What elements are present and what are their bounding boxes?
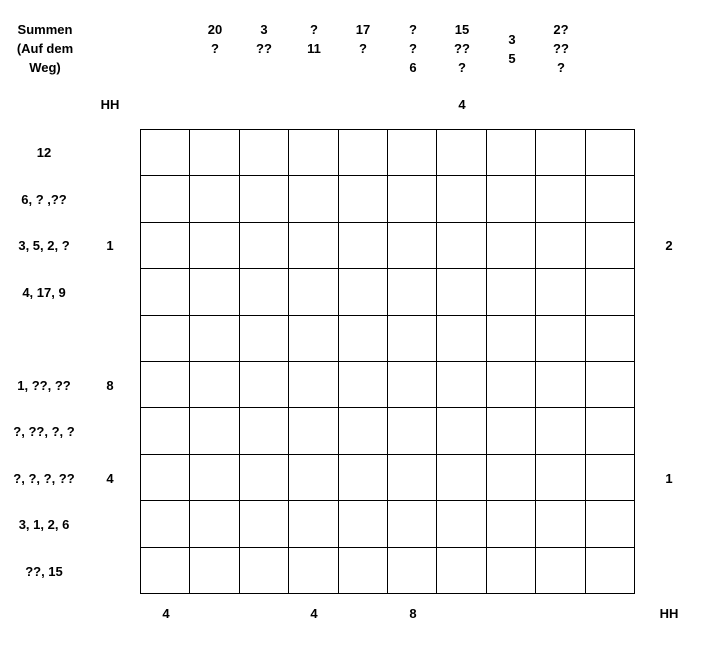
grid-cell[interactable] xyxy=(487,408,536,454)
grid-cell[interactable] xyxy=(487,176,536,222)
grid-cell[interactable] xyxy=(536,362,585,408)
row-clue-5 xyxy=(4,329,84,349)
column-clue-1 xyxy=(195,20,235,58)
sums-header-line-1: Summen xyxy=(17,22,73,37)
grid-cell[interactable] xyxy=(388,176,437,222)
grid-cell[interactable] xyxy=(586,176,635,222)
grid-cell[interactable] xyxy=(289,408,338,454)
column-clue-value: 5 xyxy=(508,51,516,66)
column-clue-3 xyxy=(294,20,334,58)
puzzle-grid xyxy=(140,129,635,594)
grid-cell[interactable] xyxy=(388,408,437,454)
grid-cell[interactable] xyxy=(289,548,338,594)
column-clue-value: 11 xyxy=(307,41,321,56)
column-clue-value: 3 xyxy=(260,22,268,37)
sums-header-line-2: (Auf dem xyxy=(16,41,74,56)
marker-left-row-3: 1 xyxy=(106,238,114,253)
grid-cell[interactable] xyxy=(388,130,437,176)
grid-cell[interactable] xyxy=(437,130,486,176)
grid-cell[interactable] xyxy=(586,130,635,176)
grid-cell[interactable] xyxy=(141,548,190,594)
grid-cell[interactable] xyxy=(586,501,635,547)
grid-cell[interactable] xyxy=(388,501,437,547)
column-clue-2 xyxy=(244,20,284,58)
grid-cell[interactable] xyxy=(388,455,437,501)
column-clue-value: ? xyxy=(359,41,367,56)
grid-cell[interactable] xyxy=(190,176,239,222)
grid-cell[interactable] xyxy=(487,501,536,547)
grid-cell[interactable] xyxy=(536,176,585,222)
grid-cell[interactable] xyxy=(190,269,239,315)
grid-cell[interactable] xyxy=(289,362,338,408)
grid-cell[interactable] xyxy=(190,548,239,594)
column-clue-8 xyxy=(541,20,581,77)
row-clue-6: 1, ??, ?? xyxy=(17,378,71,393)
grid-cell[interactable] xyxy=(339,501,388,547)
grid-cell[interactable] xyxy=(240,455,289,501)
grid-cell[interactable] xyxy=(487,316,536,362)
column-clue-value: ?? xyxy=(454,41,470,56)
grid-cell[interactable] xyxy=(190,362,239,408)
grid-cell[interactable] xyxy=(388,362,437,408)
marker-bottom-col-4: 4 xyxy=(310,606,318,621)
grid-cell[interactable] xyxy=(289,455,338,501)
column-clue-value: ?? xyxy=(553,41,569,56)
grid-cell[interactable] xyxy=(339,223,388,269)
grid-cell[interactable] xyxy=(586,548,635,594)
column-clue-value: 17 xyxy=(355,22,371,37)
column-clue-value: ? xyxy=(409,41,417,56)
grid-cell[interactable] xyxy=(536,408,585,454)
grid-cell[interactable] xyxy=(141,501,190,547)
grid-cell[interactable] xyxy=(240,548,289,594)
grid-cell[interactable] xyxy=(487,130,536,176)
column-clue-value: ? xyxy=(211,41,219,56)
grid-cell[interactable] xyxy=(388,548,437,594)
grid-cell[interactable] xyxy=(240,501,289,547)
grid-cell[interactable] xyxy=(190,501,239,547)
grid-cell[interactable] xyxy=(536,269,585,315)
grid-cell[interactable] xyxy=(586,362,635,408)
column-clue-value: ? xyxy=(310,22,318,37)
grid-cell[interactable] xyxy=(240,316,289,362)
grid-cell[interactable] xyxy=(190,455,239,501)
grid-cell[interactable] xyxy=(141,455,190,501)
grid-cell[interactable] xyxy=(240,223,289,269)
grid-cell[interactable] xyxy=(536,455,585,501)
row-clue-7: ?, ??, ?, ? xyxy=(13,424,75,439)
grid-cell[interactable] xyxy=(388,269,437,315)
grid-cell[interactable] xyxy=(339,269,388,315)
grid-cell[interactable] xyxy=(289,223,338,269)
marker-top-left: HH xyxy=(100,97,120,112)
grid-cell[interactable] xyxy=(586,269,635,315)
column-clue-value: 15 xyxy=(454,22,470,37)
column-clue-value: 6 xyxy=(409,60,417,75)
grid-cell[interactable] xyxy=(388,223,437,269)
row-clue-2: 6, ? ,?? xyxy=(21,192,67,207)
grid-cell[interactable] xyxy=(141,269,190,315)
grid-cell[interactable] xyxy=(190,408,239,454)
grid-cell[interactable] xyxy=(141,176,190,222)
grid-cell[interactable] xyxy=(339,130,388,176)
grid-cell[interactable] xyxy=(190,223,239,269)
grid-cell[interactable] xyxy=(289,269,338,315)
row-clue-1: 12 xyxy=(36,145,52,160)
column-clue-6 xyxy=(442,20,482,77)
marker-right-row-3: 2 xyxy=(665,238,673,253)
marker-left-row-8: 4 xyxy=(106,471,114,486)
row-clue-10: ??, 15 xyxy=(25,564,63,579)
marker-bottom-col-6: 8 xyxy=(409,606,417,621)
grid-cell[interactable] xyxy=(141,316,190,362)
grid-cell[interactable] xyxy=(437,316,486,362)
grid-cell[interactable] xyxy=(536,548,585,594)
grid-cell[interactable] xyxy=(141,223,190,269)
grid-cell[interactable] xyxy=(388,316,437,362)
grid-cell[interactable] xyxy=(141,362,190,408)
grid-cell[interactable] xyxy=(437,408,486,454)
grid-cell[interactable] xyxy=(437,269,486,315)
grid-cell[interactable] xyxy=(240,176,289,222)
column-clue-5 xyxy=(393,20,433,77)
grid-cell[interactable] xyxy=(141,130,190,176)
grid-cell[interactable] xyxy=(339,362,388,408)
column-clue-value: 2? xyxy=(553,22,569,37)
grid-cell[interactable] xyxy=(487,455,536,501)
marker-bottom-right: HH xyxy=(659,606,679,621)
grid-cell[interactable] xyxy=(289,501,338,547)
grid-cell[interactable] xyxy=(339,316,388,362)
grid-cell[interactable] xyxy=(536,501,585,547)
grid-cell[interactable] xyxy=(437,362,486,408)
grid-cell[interactable] xyxy=(240,269,289,315)
grid-cell[interactable] xyxy=(536,223,585,269)
column-clue-value: 3 xyxy=(508,32,516,47)
grid-cell[interactable] xyxy=(437,501,486,547)
grid-cell[interactable] xyxy=(586,455,635,501)
grid-cell[interactable] xyxy=(536,130,585,176)
row-clue-3: 3, 5, 2, ? xyxy=(18,238,70,253)
grid-cell[interactable] xyxy=(437,455,486,501)
column-clue-value: ? xyxy=(409,22,417,37)
row-clue-9: 3, 1, 2, 6 xyxy=(18,517,70,532)
grid-cell[interactable] xyxy=(190,316,239,362)
grid-cell[interactable] xyxy=(289,176,338,222)
sums-header xyxy=(6,20,84,77)
grid-cell[interactable] xyxy=(190,130,239,176)
grid-cell[interactable] xyxy=(487,223,536,269)
grid-cell[interactable] xyxy=(487,269,536,315)
column-clue-7 xyxy=(492,30,532,68)
row-clue-8: ?, ?, ?, ?? xyxy=(13,471,75,486)
grid-cell[interactable] xyxy=(289,316,338,362)
grid-cell[interactable] xyxy=(586,223,635,269)
grid-cell[interactable] xyxy=(586,408,635,454)
grid-cell[interactable] xyxy=(536,316,585,362)
column-clue-value: ?? xyxy=(256,41,272,56)
grid-cell[interactable] xyxy=(437,548,486,594)
grid-cell[interactable] xyxy=(240,362,289,408)
grid-cell[interactable] xyxy=(487,362,536,408)
grid-cell[interactable] xyxy=(339,455,388,501)
marker-bottom-col-1: 4 xyxy=(162,606,170,621)
column-clue-value: 20 xyxy=(207,22,223,37)
grid-cell[interactable] xyxy=(586,316,635,362)
grid-cell[interactable] xyxy=(339,176,388,222)
column-clue-4 xyxy=(343,20,383,58)
marker-top-right: 4 xyxy=(458,97,466,112)
grid-cell[interactable] xyxy=(437,176,486,222)
column-clue-value: ? xyxy=(557,60,565,75)
grid-cell[interactable] xyxy=(437,223,486,269)
grid-cell[interactable] xyxy=(339,408,388,454)
sums-header-line-3: Weg) xyxy=(29,60,61,75)
marker-right-row-8: 1 xyxy=(665,471,673,486)
grid-cell[interactable] xyxy=(339,548,388,594)
grid-cell[interactable] xyxy=(487,548,536,594)
marker-left-row-6: 8 xyxy=(106,378,114,393)
row-clue-4: 4, 17, 9 xyxy=(22,285,66,300)
grid-cell[interactable] xyxy=(240,130,289,176)
grid-cell[interactable] xyxy=(141,408,190,454)
column-clue-value: ? xyxy=(458,60,466,75)
grid-cell[interactable] xyxy=(289,130,338,176)
grid-cell[interactable] xyxy=(240,408,289,454)
